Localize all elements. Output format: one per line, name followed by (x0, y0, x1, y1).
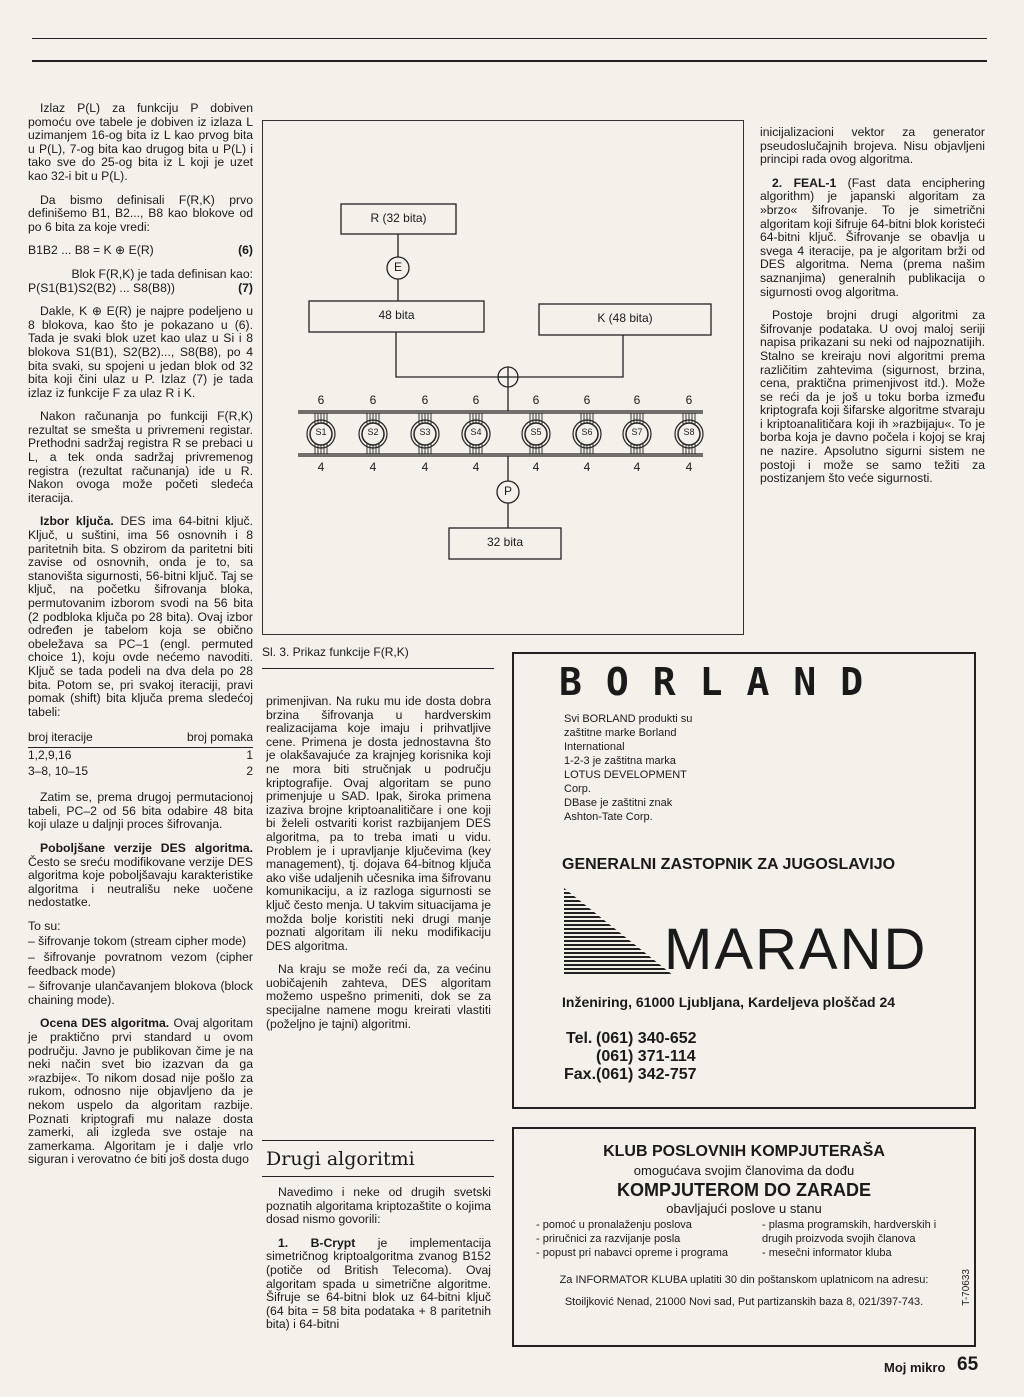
feal-heading: 2. FEAL-1 (772, 175, 837, 190)
bit-count-label: 4 (317, 460, 325, 474)
table-row (28, 764, 253, 780)
mode-list (28, 935, 253, 1007)
list-item: - plasma programskih, hardverskih i drugih proizvoda svojih članova (762, 1219, 937, 1245)
list-item: - mesečni informator kluba (762, 1247, 892, 1259)
48-bit-label: 48 bita (378, 308, 415, 322)
col3-paragraph-2 (760, 177, 985, 299)
bit-count-label: 6 (369, 393, 377, 407)
fax-number: (061) 342-757 (596, 1066, 697, 1083)
col1-paragraph-1: Izlaz P(L) za funkciju P dobiven pomoću ove tabele je dobiven iz izlaza L uzimanjem 16-og bita iz L kao prvog bita u P(L), 7-og bita kao drugog bita u P(L) i tako sve do 25-og bita iz L koji je uzet kao 32-i bit u P(L). (28, 101, 253, 183)
output-label: 32 bita (486, 535, 524, 549)
fine-print-line: Svi BORLAND produkti su (564, 713, 693, 725)
s-box-label: S4 (470, 427, 482, 437)
col3-paragraph-1: inicijalizacioni vektor za generator pseudoslučajnih brojeva. Nisu objavljeni principi rada ovog algoritma. (760, 125, 985, 167)
col1-paragraph-8 (28, 842, 253, 910)
fax-label: Fax. (564, 1066, 597, 1083)
klub-benefits-left (536, 1218, 746, 1260)
col1-paragraph-2: Da bismo definisali F(R,K) prvo definišemo B1, B2..., B8 kao blokove od po 6 bita za koje vredi: (28, 192, 253, 234)
figure-caption: Sl. 3. Prikaz funkcije F(R,K) (262, 645, 409, 659)
table-cell: 1 (246, 747, 253, 762)
key-choice-heading: Izbor ključa. (40, 514, 114, 529)
general-agent-line: GENERALNI ZASTOPNIK ZA JUGOSLAVIJO (562, 856, 896, 873)
column-1 (28, 102, 253, 1177)
table-cell: 1,2,9,16 (28, 747, 72, 762)
bit-count-label: 6 (583, 393, 591, 407)
s-box-label: S1 (315, 427, 327, 437)
col2-paragraph-4 (266, 1237, 491, 1332)
fine-print-line: Corp. (564, 783, 591, 795)
s-box-label: S8 (683, 427, 695, 437)
bit-count-label: 6 (633, 393, 641, 407)
borland-fine-print (564, 712, 692, 824)
table-cell: 2 (246, 763, 253, 778)
s-box-label: S3 (419, 427, 431, 437)
col2-paragraph-1: primenjivan. Na ruku mu ide dosta dobra brzina šifrovanja u hardverskim realizacijama koje imaju i prihvatljive cene. Primena je dosta jednostavna što je olakšavajuće za krajnjeg korisnika koji ne mora biti stručnjak u području kriptografije. Ovaj algoritam se puno primenjuje u SAD. Ipak, široka primena izaziva brojne kriptoanalitičare i one koji bi želeli ostvariti korist razbijanjem DES algoritma, pa to treba imati u vidu. Problem je i upravljanje ključevima (key management), tj. dojava 64-bitnog ključa ako više udaljenih učesnika ima šifrovanu komunikaciju, a iz razloga sigurnosti se ključ često menja. U takvim situacijama je možda bolje koristiti neki drugi manje poznati algoritam ili neku modifikaciju DES algoritma. (266, 694, 491, 953)
caption-rule (262, 668, 494, 669)
marand-logo-icon (564, 888, 674, 978)
borland-logo: BORLAND (559, 660, 888, 704)
col2-paragraph-3: Navedimo i neke od drugih svetski poznatih algoritama kriptozaštite o kojima dosad nismo govorili: (266, 1185, 491, 1227)
klub-benefits-right (762, 1218, 962, 1260)
col3-paragraph-3: Postoje brojni drugi algoritmi za šifrovanje podataka. U ovoj maloj seriji napisa prikazani su neki od najpoznatijih. Stalno se kreiraju novi algoritmi prema različitim zahtevima (sigurnost, brzina, cena, praktična primenjivost itd.). Može se reći da je još u toku borba između kriptografa koji šifarske algoritme stvaraju i kriptoanalitičara koji ih »razbijaju«. To je borba koja je davno počela i kojoj se kraj ne nazire. Apsolutno sigurni sistem ne postoji i može se samo težiti za postizanjem što veće sigurnosti. (760, 308, 985, 486)
klub-title: KLUB POSLOVNIH KOMPJUTERAŠA (603, 1143, 885, 1160)
col1-paragraph-6 (28, 515, 253, 719)
column-2 (266, 695, 491, 1041)
klub-advertisement (512, 1127, 976, 1347)
table-row (28, 747, 253, 763)
bit-count-label: 4 (583, 460, 591, 474)
key-choice-text: DES ima 64-bitni ključ. Ključ, u suštini, ima 56 osnovnih i 8 paritetnih bita. S obzirom da paritetni biti zavise od osnovnih, onda je to, sa stanovišta sigurnosti, 56-bitni ključ. Taj se ključ, na početku šifrovanja bloka, permutovanim izborom svodi na 56 bita (2 podbloka ključa po 28 bita). Ovaj izbor određen je tabelom koja se obično obeležava sa PC–1 (engl. permuted choice 1), koju ovde nećemo navoditi. Ključ se tada podeli na dva dela po 28 bita. Potom se, pri svakoj iteraciji, pravi pomak (shift) bita ključa prema sledećoj tabeli: (28, 514, 254, 719)
fine-print-line: DBase je zaštitni znak (564, 797, 673, 809)
klub-benefits (514, 1216, 974, 1260)
p-label: P (503, 484, 512, 498)
col1-paragraph-4: Dakle, K ⊕ E(R) je najpre podeljeno u 8 blokova, kao što je pokazano u (6). Tada je svaki blok uzet kao ulaz u Si i 8 blokova S1(B1), S2(B2)..., S8(B8), po 4 bita svaki, su spojeni u jedan blok od 32 bita koji čini ulaz u P. Izlaz (7) je tada izlaz iz funkcije F za ulaz R i K. (28, 304, 253, 400)
col1-paragraph-10 (28, 1017, 253, 1167)
bcrypt-text: je implementacija simetričnog kriptoalgoritma zvanog B152 (potiče od British Telecoma). Ovaj algoritam spada u simetrične algoritme. Šifruje se 64-bitni blok uz 64-bitni ključ (64 bita = 58 bita podataka + 8 paritetnih bita) i 64-bitni (266, 1235, 491, 1332)
shift-table (28, 729, 253, 779)
bit-count-label: 4 (685, 460, 693, 474)
k-box-label: K (48 bita) (597, 311, 653, 325)
r-box-label: R (32 bita) (370, 211, 427, 225)
fine-print-line: Ashton-Tate Corp. (564, 811, 653, 823)
klub-line-1: omogućava svojim članovima da dođu (633, 1163, 855, 1178)
improved-versions-heading: Poboljšane verzije DES algoritma. (40, 840, 253, 855)
formula-7-number: (7) (238, 280, 253, 295)
fine-print-line: zaštitne marke Borland (564, 727, 677, 739)
bit-count-label: 6 (472, 393, 480, 407)
s-box-label: S6 (581, 427, 593, 437)
list-item: - priručnici za razvijanje posla (536, 1233, 681, 1245)
tel-label: Tel. (566, 1030, 593, 1047)
list-item: – šifrovanje ulančavanjem blokova (block chaining mode). (28, 979, 253, 1007)
diagram-svg (263, 121, 743, 634)
col1-paragraph-7: Zatim se, prema drugoj permutacionoj tabeli, PC–2 od 56 bita odabire 48 bita koji ulaze u daljnji proces šifrovanja. (28, 790, 253, 832)
klub-info-2: Stoiljković Nenad, 21000 Novi sad, Put partizanskih baza 8, 021/397-743. (564, 1296, 924, 1308)
list-item: - popust pri nabavci opreme i programa (536, 1247, 728, 1259)
bit-count-label: 4 (532, 460, 540, 474)
col1-paragraph-9: To su: (28, 918, 61, 933)
list-item: - pomoć u pronalaženju poslova (536, 1219, 692, 1231)
formula-6-number: (6) (238, 243, 253, 258)
improved-versions-text: Često se sreću modifikovane verzije DES algoritma koje poboljšavaju karakteristike algoritma i neutrališu neke uočene nedostatke. (28, 854, 253, 910)
bit-count-label: 4 (369, 460, 377, 474)
col1-paragraph-5: Nakon računanja po funkciji F(R,K) rezultat se smešta u privremeni registar. Prethodni sadržaj registra R se prebaci u L, a tek onda sadržaj privremenog registra (rezultat računanja) ide u R. Nakon ovoga može početi sledeća iteracija. (28, 409, 253, 505)
bit-count-label: 6 (685, 393, 693, 407)
column-3 (760, 126, 985, 496)
section-heading: Drugi algoritmi (266, 1148, 415, 1170)
formula-7-expression: P(S1(B1)S2(B2) ... S8(B8)) (28, 280, 175, 295)
formula-7 (28, 282, 253, 296)
shift-table-header (28, 729, 253, 747)
function-f-diagram (262, 120, 744, 635)
list-item: – šifrovanje povratnom vezom (cipher feedback mode) (28, 950, 253, 978)
formula-6-expression: B1B2 ... B8 = K ⊕ E(R) (28, 243, 154, 258)
feal-text: (Fast data enciphering algorithm) je japanski algoritam za »brzo« šifrovanje. To je simetrični algoritam koji šifruje 64-bitni blok koristeći 64-bitni ključ. Šifrovanje se obavlja u svega 4 iteracije, pa je algoritam brži od DES algoritma. Nema (prema našim saznanjima) generalnih publikacija o sigurnosti ovog algoritma. (760, 175, 985, 299)
marand-address: Inženiring, 61000 Ljubljana, Kardeljeva ploščad 24 (562, 994, 896, 1010)
phone-number: (061) 371-114 (596, 1048, 696, 1065)
e-label: E (393, 260, 402, 274)
s-box-label: S7 (631, 427, 643, 437)
borland-advertisement (512, 652, 976, 1109)
bit-count-label: 4 (633, 460, 641, 474)
page-number: 65 (957, 1354, 979, 1375)
klub-line-2: obavljajući poslove u stanu (666, 1201, 822, 1216)
column-2-continued (266, 1186, 491, 1342)
fine-print-line: LOTUS DEVELOPMENT (564, 769, 687, 781)
marand-wordmark: MARAND (664, 917, 928, 982)
bcrypt-heading: 1. B-Crypt (278, 1235, 356, 1250)
top-rule-2 (32, 60, 987, 62)
des-rating-text: Ovaj algoritam je praktično prvi standard u ovom području. Javno je publikovan čime je na neki način svet bio izazvan da ga »razbije«. To nikom dosad nije pošlo za rukom, odnosno nije objavljeno da je nekom uspelo da algoritam razbije. Poznati kriptografi mu nalaze dosta zamerki, ali izgleda sve ostaje na zamerkama. Algoritam je i dalje vrlo siguran i verovatno će biti još dosta dugo (28, 1016, 253, 1167)
magazine-name: Moj mikro (884, 1360, 946, 1375)
table-cell: 3–8, 10–15 (28, 763, 89, 778)
des-rating-heading: Ocena DES algoritma. (40, 1016, 170, 1031)
fine-print-line: International (564, 741, 625, 753)
heading-underline (262, 1176, 494, 1177)
top-rule-1 (32, 38, 987, 39)
s-box-label: S2 (367, 427, 379, 437)
bit-count-label: 6 (421, 393, 429, 407)
bit-count-label: 4 (472, 460, 480, 474)
list-item: – šifrovanje tokom (stream cipher mode) (28, 934, 247, 949)
fine-print-line: 1-2-3 je zaštitna marka (564, 755, 676, 767)
col1-paragraph-3: Blok F(R,K) je tada definisan kao: (71, 266, 253, 281)
header-iteration: broj iteracije (28, 729, 139, 747)
klub-code: T-70633 (961, 1269, 972, 1306)
klub-headline: KOMPJUTEROM DO ZARADE (616, 1180, 871, 1200)
bit-count-label: 6 (532, 393, 540, 407)
formula-6 (28, 244, 253, 258)
heading-rule (262, 1140, 494, 1141)
bit-count-label: 4 (421, 460, 429, 474)
s-box-label: S5 (530, 427, 542, 437)
col2-paragraph-2: Na kraju se može reći da, za većinu uobičajenih zahteva, DES algoritam možemo uspešno primeniti, dok se za specijalne namene mogu kreirati vlastiti (poželjno je tajni) algoritmi. (266, 962, 491, 1031)
bit-count-label: 6 (317, 393, 325, 407)
header-shift: broj pomaka (139, 729, 253, 747)
phone-number: (061) 340-652 (596, 1030, 697, 1047)
klub-info-1: Za INFORMATOR KLUBA uplatiti 30 din poštanskom uplatnicom na adresu: (559, 1274, 929, 1286)
